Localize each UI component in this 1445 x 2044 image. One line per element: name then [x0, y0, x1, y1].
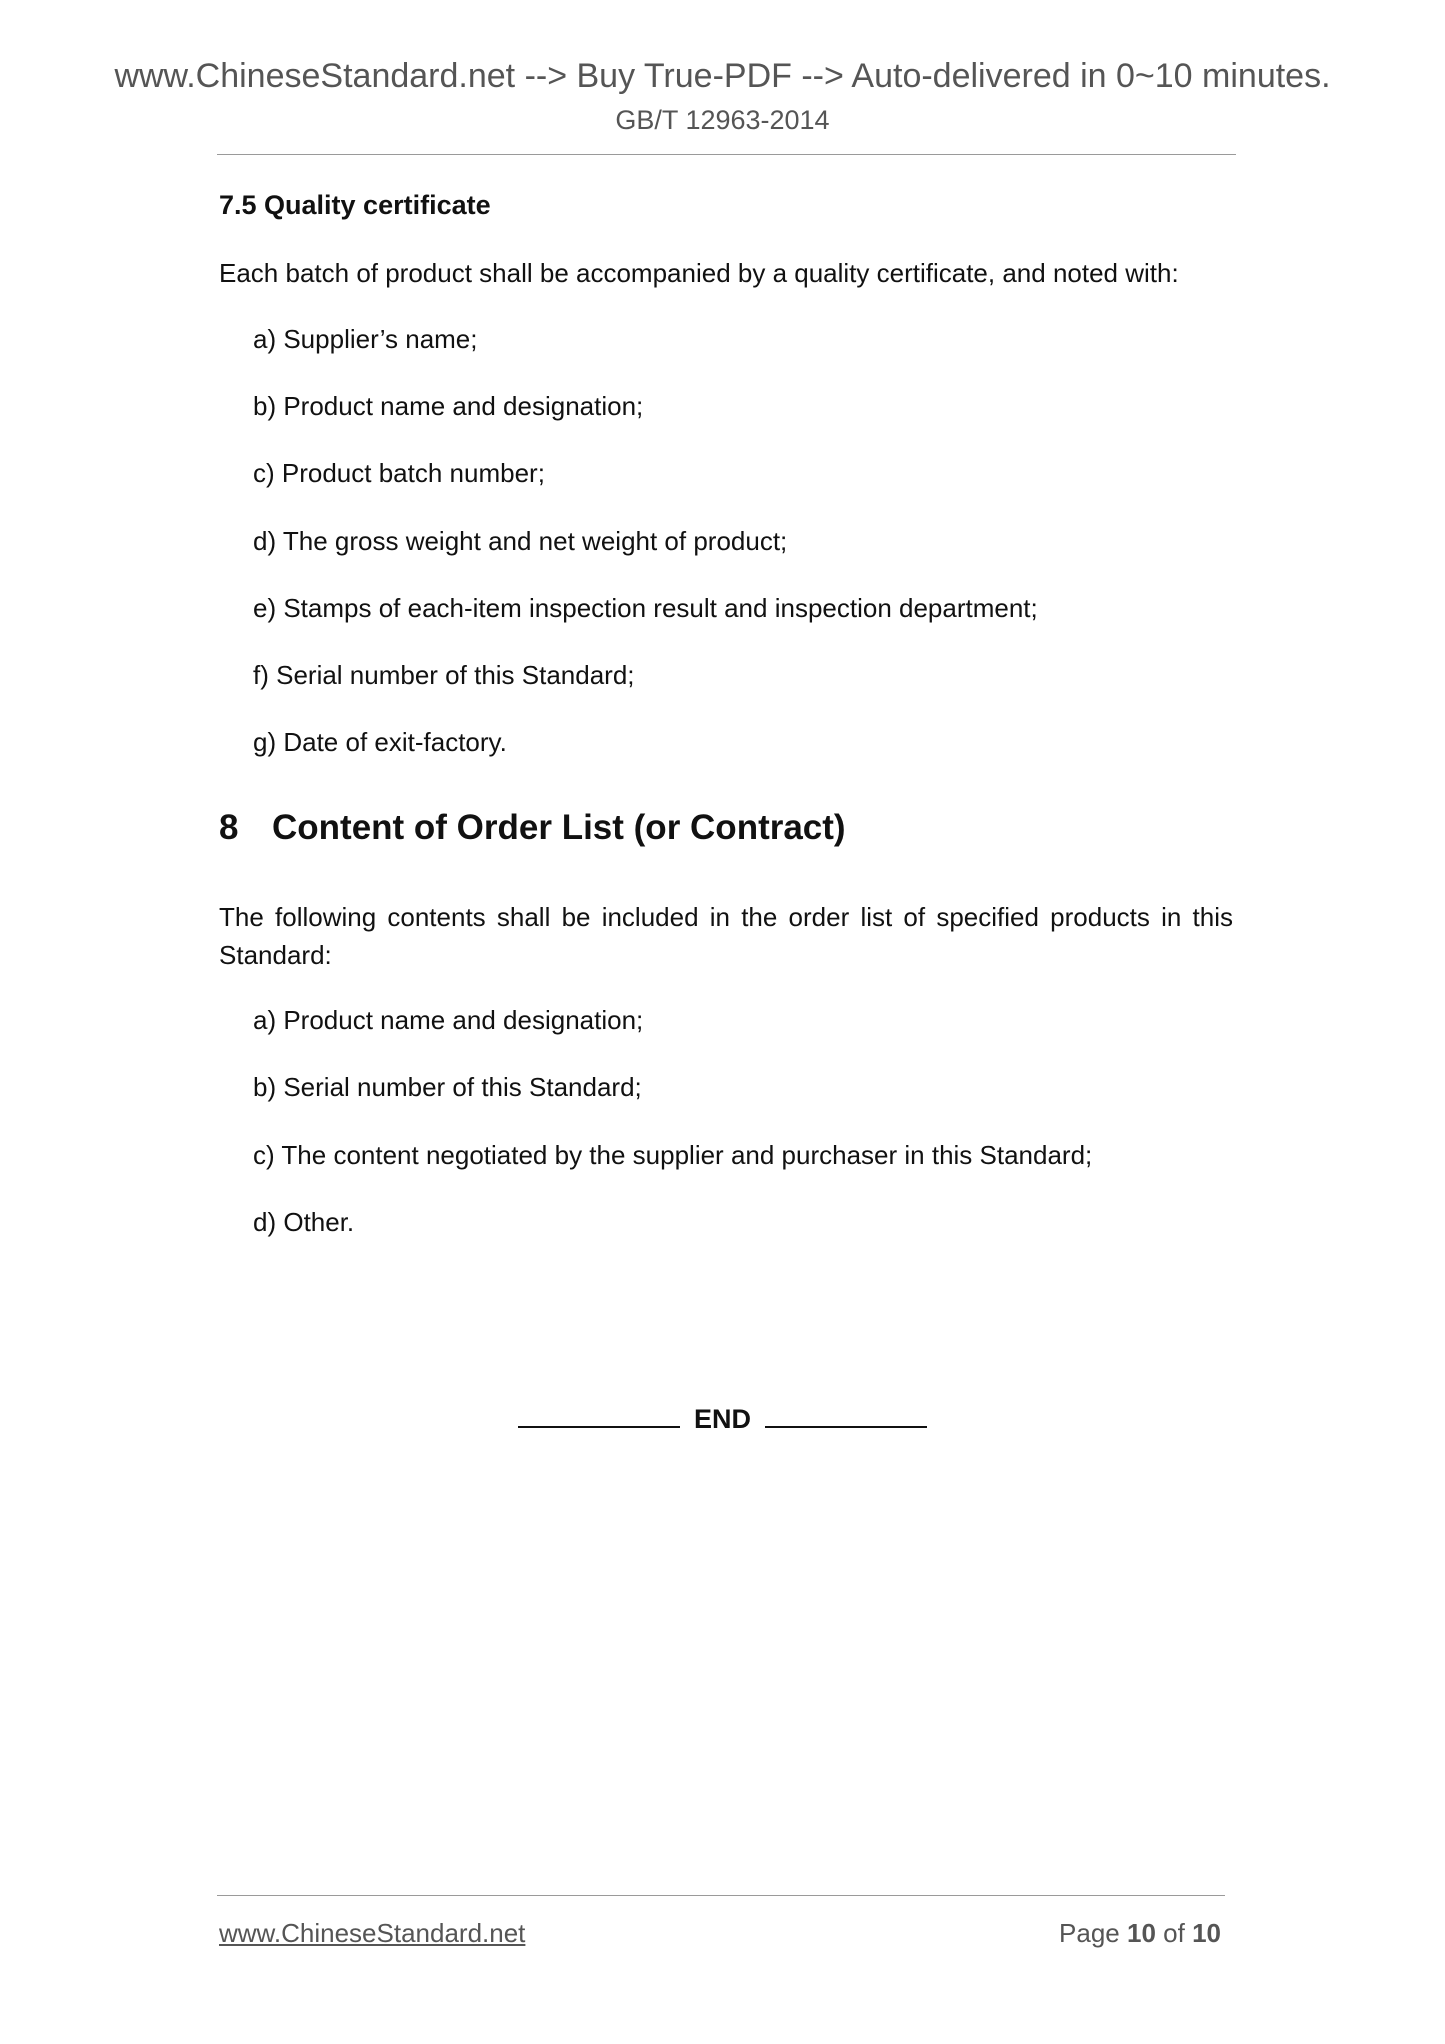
list-item: b) Product name and designation;	[253, 391, 644, 421]
list-item: a) Product name and designation;	[253, 1005, 644, 1035]
page-total: 10	[1192, 1918, 1221, 1948]
list-item: b) Serial number of this Standard;	[253, 1072, 642, 1102]
chapter-heading-8	[219, 806, 846, 850]
header-banner: www.ChineseStandard.net --> Buy True-PDF --> Auto-delivered in 0~10 minutes.	[114, 57, 1331, 95]
chapter-8-intro: The following contents shall be included in the order list of specified products in this Standard:	[219, 902, 1233, 970]
chapter-number: 8	[219, 808, 239, 847]
footer-divider	[217, 1895, 1225, 1896]
section-heading-7-5: 7.5 Quality certificate	[219, 190, 491, 220]
list-item: d) Other.	[253, 1207, 355, 1237]
end-mark	[0, 1398, 1445, 1439]
end-rule-left	[518, 1398, 680, 1428]
section-7-5-intro: Each batch of product shall be accompanied by a quality certificate, and noted with:	[219, 258, 1179, 288]
end-rule-right	[765, 1398, 927, 1428]
page-current: 10	[1127, 1918, 1156, 1948]
header-divider	[217, 154, 1236, 155]
list-item: g) Date of exit-factory.	[253, 727, 507, 757]
list-item: c) Product batch number;	[253, 458, 545, 488]
standard-number: GB/T 12963-2014	[615, 105, 830, 135]
end-label: END	[693, 1404, 751, 1434]
list-item: d) The gross weight and net weight of product;	[253, 526, 788, 556]
footer-site-link[interactable]: www.ChineseStandard.net	[219, 1918, 526, 1948]
page-word: Page	[1059, 1918, 1120, 1948]
page-indicator	[1059, 1916, 1221, 1950]
list-item: f) Serial number of this Standard;	[253, 660, 635, 690]
list-item: c) The content negotiated by the supplier and purchaser in this Standard;	[253, 1140, 1093, 1170]
list-item: a) Supplier’s name;	[253, 324, 478, 354]
chapter-title: Content of Order List (or Contract)	[272, 808, 846, 847]
list-item: e) Stamps of each-item inspection result and inspection department;	[253, 593, 1038, 623]
page-of-word: of	[1163, 1918, 1185, 1948]
